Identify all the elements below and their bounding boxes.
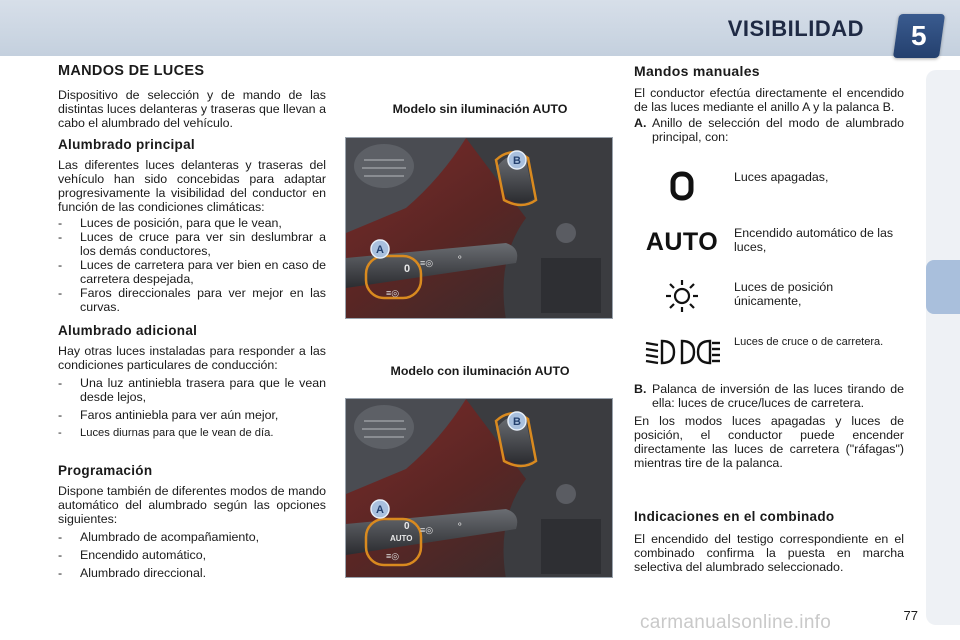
mode-lights-off — [634, 166, 904, 222]
svg-text:⚬: ⚬ — [456, 519, 464, 529]
intro-paragraph: Dispositivo de selección y de mando de las distintas luces delanteras y traseras que llevan a cabo el alumbrado del vehículo. — [58, 88, 326, 130]
instrument-panel-heading: Indicaciones en el combinado — [634, 509, 835, 524]
svg-text:⚬: ⚬ — [456, 252, 464, 262]
mode-dipped-beam — [634, 332, 904, 378]
label-a: A. — [634, 116, 647, 130]
additional-lighting-text: Hay otras luces instaladas para responder a las condiciones particulares de conducción: — [58, 344, 326, 372]
list-item: - Alumbrado de acompañamiento, — [58, 530, 326, 544]
manual-controls-heading: Mandos manuales — [634, 63, 760, 79]
caption-model-with-auto: Modelo con iluminación AUTO — [390, 364, 570, 378]
mode-lights-off-text: Luces apagadas, — [734, 170, 829, 184]
chapter-number-badge — [893, 14, 945, 58]
additional-lighting-heading: Alumbrado adicional — [58, 323, 198, 338]
watermark: carmanualsonline.info — [640, 612, 832, 633]
list-item: - Luces de cruce para ver sin deslumbrar a los demás conductores, — [58, 230, 326, 258]
mode-sidelights-text: Luces de posición únicamente, — [734, 280, 834, 308]
callout-b-label: B — [513, 416, 521, 428]
auto-icon-text: AUTO — [645, 228, 719, 256]
main-lighting-text: Las diferentes luces delanteras y traseras del vehículo han sido concebidas para adaptar progresivamente la visibilidad del conductor en función de las condiciones climáticas: — [58, 158, 326, 214]
page-number: 77 — [903, 608, 918, 623]
programming-text: Dispone también de diferentes modos de mando automático del alumbrado según las opciones siguientes: — [58, 484, 326, 526]
chapter-number: 5 — [911, 20, 927, 51]
svg-text:≡◎: ≡◎ — [386, 288, 400, 298]
instrument-panel-text: El encendido del testigo correspondiente en el combinado confirma la puesta en marcha selectiva del alumbrado seleccionado. — [634, 532, 904, 574]
list-item: - Faros direccionales para ver mejor en las curvas. — [58, 286, 326, 314]
main-lighting-list — [58, 216, 326, 314]
ring-a-description — [634, 116, 904, 144]
manual-controls-intro: El conductor efectúa directamente el encendido de las luces mediante el anillo A y la palanca B. — [634, 86, 904, 114]
mode-sidelights — [634, 276, 904, 332]
programming-list — [58, 530, 326, 580]
flash-lights-paragraph: En los modos luces apagadas y luces de posición, el conductor puede encender directamente las luces de carretera ("ráfagas") mientras tire de la palanca. — [634, 414, 904, 470]
light-stalk-photo-auto — [345, 398, 613, 578]
left-column — [58, 60, 326, 580]
dipped-beam-icon — [634, 332, 730, 372]
lever-b-description — [634, 382, 904, 410]
section-heading-light-controls: MANDOS DE LUCES — [58, 63, 205, 79]
label-b: B. — [634, 382, 647, 396]
list-item: - Luces diurnas para que le vean de día. — [58, 426, 326, 440]
callout-a-label: A — [376, 504, 384, 516]
main-lighting-heading: Alumbrado principal — [58, 137, 195, 152]
callout-a-label: A — [376, 244, 384, 256]
auto-lighting-icon — [634, 222, 730, 262]
lever-b-text: Palanca de inversión de las luces tirando de ella: luces de cruce/luces de carretera. — [652, 382, 904, 410]
callout-b-label: B — [513, 155, 521, 167]
list-item: - Una luz antiniebla trasera para que le vean desde lejos, — [58, 376, 326, 404]
list-item: - Faros antiniebla para ver aún mejor, — [58, 408, 326, 422]
light-stalk-photo-manual — [345, 137, 613, 319]
list-item: - Luces de carretera para ver bien en caso de carretera despejada, — [58, 258, 326, 286]
svg-text:≡◎: ≡◎ — [420, 525, 434, 535]
page-title: VISIBILIDAD — [727, 16, 864, 41]
additional-lighting-list — [58, 376, 326, 440]
list-item: - Alumbrado direccional. — [58, 566, 326, 580]
ring-label-auto: AUTO — [390, 534, 413, 543]
mode-auto-text: Encendido automático de las luces, — [734, 226, 894, 254]
right-margin-tab — [926, 260, 960, 314]
ring-a-text: Anillo de selección del modo de alumbrado principal, con: — [652, 116, 904, 144]
list-item: - Luces de posición, para que le vean, — [58, 216, 326, 230]
ring-label-zero: 0 — [404, 521, 410, 532]
right-column — [634, 60, 904, 576]
svg-text:≡◎: ≡◎ — [420, 258, 434, 268]
caption-model-without-auto: Modelo sin iluminación AUTO — [392, 102, 568, 116]
ring-label-zero: 0 — [404, 263, 411, 275]
svg-text:≡◎: ≡◎ — [386, 551, 400, 561]
list-item: - Encendido automático, — [58, 548, 326, 562]
mode-dipped-beam-text: Luces de cruce o de carretera. — [734, 336, 884, 348]
programming-heading: Programación — [58, 463, 153, 478]
mode-auto — [634, 222, 904, 276]
lights-off-icon — [634, 166, 730, 206]
sidelights-icon — [634, 276, 730, 316]
right-margin-strip — [926, 70, 960, 625]
